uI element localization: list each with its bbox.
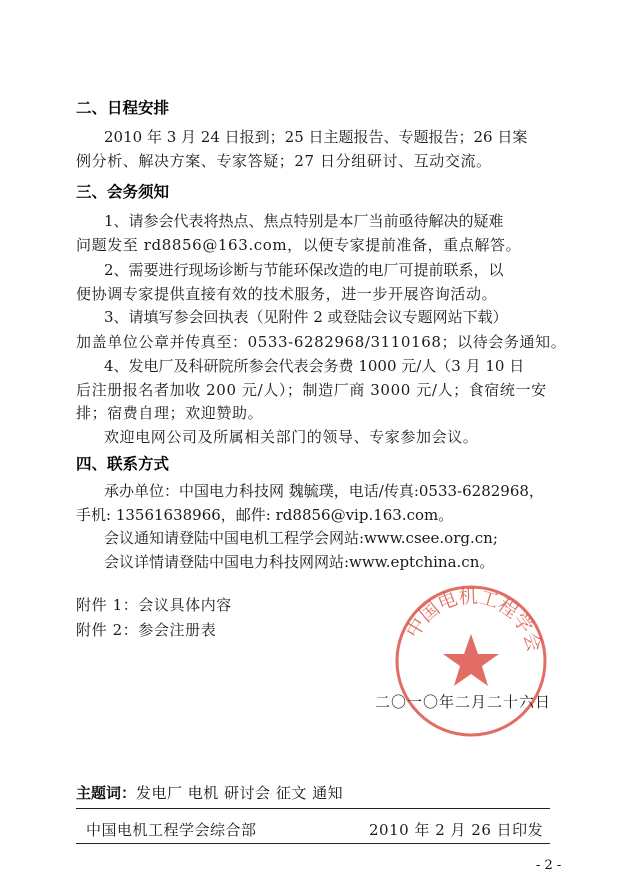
schedule-line-1: 2010 年 3 月 24 日报到；25 日主题报告、专题报告；26 日案 xyxy=(104,128,528,146)
notes-line-8: 后注册报名者加收 200 元/人）；制造厂商 3000 元/人；食宿统一安 xyxy=(76,381,547,399)
section-heading-schedule: 二、日程安排 xyxy=(76,99,170,117)
contact-line-eptchina-website: 会议详情请登陆中国电力科技网网站:www.eptchina.cn。 xyxy=(104,553,495,571)
footer-print-date: 2010 年 2 月 26 日印发 xyxy=(369,821,544,839)
notes-line-1: 1、请参会代表将热点、焦点特别是本厂当前亟待解决的疑难 xyxy=(104,212,504,230)
seal-ring-text: 中国电机工程学会 xyxy=(401,585,546,655)
schedule-line-2: 例分析、解决方案、专家答疑；27 日分组研讨、互动交流。 xyxy=(76,152,492,170)
notes-line-3: 2、需要进行现场诊断与节能环保改造的电厂可提前联系，以 xyxy=(104,261,504,279)
section-heading-notes: 三、会务须知 xyxy=(76,183,170,201)
contact-line-csee-website: 会议通知请登陆中国电机工程学会网站:www.csee.org.cn; xyxy=(104,529,498,547)
notes-line-4: 便协调专家提供直接有效的技术服务，进一步开展咨询活动。 xyxy=(76,285,498,303)
notes-line-9: 排；宿费自理；欢迎赞助。 xyxy=(76,404,264,422)
footer-issuer: 中国电机工程学会综合部 xyxy=(86,821,257,839)
notes-line-7: 4、发电厂及科研院所参会代表会务费 1000 元/人（3 月 10 日 xyxy=(104,357,525,375)
footer-rule-bottom xyxy=(76,843,550,844)
contact-line-organizer: 承办单位：中国电力科技网 魏毓璞，电话/传真:0533-6282968， xyxy=(104,482,544,500)
official-seal xyxy=(392,582,550,740)
attachment-1: 附件 1：会议具体内容 xyxy=(76,596,232,614)
attachment-2: 附件 2：参会注册表 xyxy=(76,621,217,639)
subject-terms xyxy=(76,782,343,803)
subject-label: 主题词： xyxy=(76,784,137,802)
notes-line-2: 问题发至 rd8856@163.com，以便专家提前准备，重点解答。 xyxy=(76,236,522,254)
subject-terms-list: 发电厂 电机 研讨会 征文 通知 xyxy=(136,784,344,802)
footer-rule-top xyxy=(76,808,550,809)
section-heading-contact: 四、联系方式 xyxy=(76,455,170,473)
notes-line-6: 加盖单位公章并传真至：0533-6282968/3110168；以待会务通知。 xyxy=(76,333,567,351)
contact-line-mobile-email: 手机: 13561638966，邮件: rd8856@vip.163.com。 xyxy=(76,506,454,524)
notes-line-10: 欢迎电网公司及所属相关部门的领导、专家参加会议。 xyxy=(104,428,479,446)
notes-line-5: 3、请填写参会回执表（见附件 2 或登陆会议专题网站下载） xyxy=(104,308,508,326)
date-signature: 二〇一〇年二月二十六日 xyxy=(375,693,552,711)
page-number: - 2 - xyxy=(536,858,562,873)
star-icon xyxy=(443,634,499,686)
